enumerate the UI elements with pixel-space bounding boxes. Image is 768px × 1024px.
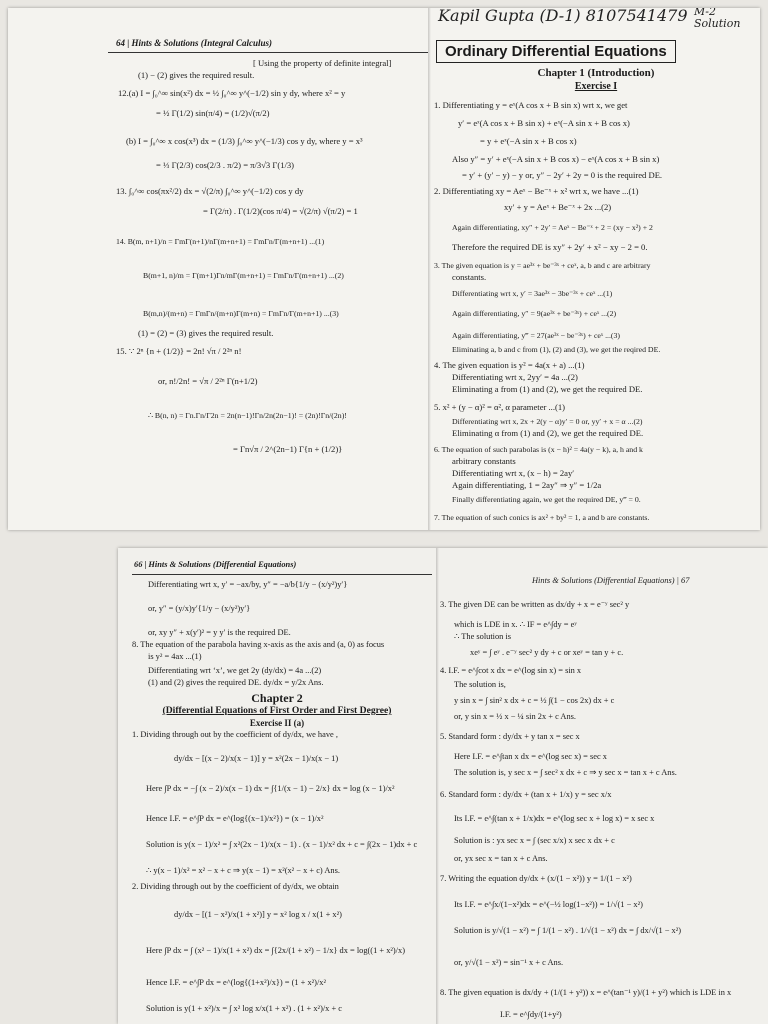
text-line: = ⅓ Γ(2/3) cos(2/3 . π/2) = π/3√3 Γ(1/3) bbox=[156, 160, 295, 170]
text-line: 15. ∵ 2ⁿ {n + (1/2)} = 2n! √π / 2²ⁿ n! bbox=[116, 346, 242, 356]
text-line: Solution is : yx sec x = ∫ (sec x/x) x sec x dx + c bbox=[454, 836, 615, 845]
text-line: = Γn√π / 2^(2n−1) Γ{n + (1/2)} bbox=[233, 444, 343, 454]
text-line: or, yx sec x = tan x + c Ans. bbox=[454, 854, 548, 863]
text-line: = y′ + (y′ − y) − y or, y″ − 2y′ + 2y = 0 is the required DE. bbox=[462, 170, 663, 180]
text-line: Solution is y(x − 1)/x² = ∫ x²(2x − 1)/x(x − 1) . (x − 1)/x² dx + c = ∫(2x − 1)dx + c bbox=[146, 840, 418, 849]
text-line: (1) − (2) gives the required result. bbox=[138, 70, 255, 80]
text-line: (b) I = ∫₀^∞ x cos(x³) dx = (1/3) ∫₀^∞ y^(−1/3) cos y dy, where y = x³ bbox=[126, 136, 363, 146]
text-line: 8. The equation of the parabola having x-axis as the axis and (a, 0) as focus bbox=[132, 640, 385, 649]
top-left-column bbox=[8, 8, 428, 530]
chapter-heading: Chapter 2 bbox=[251, 691, 303, 705]
bottom-scanned-page bbox=[118, 548, 768, 1024]
exercise-heading: Exercise II (a) bbox=[249, 718, 305, 728]
top-right-column bbox=[432, 8, 760, 530]
text-line: 12.(a) I = ∫₀^∞ sin(x²) dx = ½ ∫₀^∞ y^(−1/2) sin y dy, where x² = y bbox=[118, 88, 346, 98]
text-line: Differentiating wrt ‘x’, we get 2y (dy/dx) = 4a ...(2) bbox=[148, 666, 322, 675]
text-line: 14. B(m, n+1)/n = ΓmΓ(n+1)/nΓ(m+n+1) = ΓmΓn/Γ(m+n+1) ...(1) bbox=[116, 237, 325, 246]
text-line: xeʸ = ∫ eʸ . e⁻ʸ sec² y dy + c or xeʸ = tan y + c. bbox=[470, 648, 624, 657]
text-line: Hence I.F. = e^∫P dx = e^(log{(1+x²)/x}) = (1 + x²)/x² bbox=[146, 978, 326, 987]
text-line: 2. Differentiating xy = Aeˣ − Be⁻ˣ + x² wrt x, we have ...(1) bbox=[434, 186, 639, 196]
text-line: Again differentiating, y‴ = 27(ae³ˣ − be⁻³ˣ) + ceˣ ...(3) bbox=[452, 331, 621, 340]
text-line: Differentiating wrt x, y′ = −ax/by, y″ = −a/b{1/y − (x/y²)y′} bbox=[148, 580, 348, 589]
handwritten-note: Solution bbox=[694, 17, 741, 30]
bottom-right-column bbox=[440, 548, 768, 1024]
text-line: ∴ y(x − 1)/x² = x² − x + c ⇒ y(x − 1) = x²(x² − x + c) Ans. bbox=[146, 866, 340, 875]
text-line: Here ∫P dx = ∫ (x² − 1)/x(1 + x²) dx = ∫{2x/(1 + x²) − 1/x} dx = log((1 + x²)/x) bbox=[146, 946, 405, 955]
text-line: 1. Differentiating y = eˣ(A cos x + B sin x) wrt x, we get bbox=[434, 100, 628, 110]
text-line: is y² = 4ax ...(1) bbox=[148, 652, 202, 661]
text-line: or, y/√(1 − x²) = sin⁻¹ x + c Ans. bbox=[454, 958, 564, 967]
exercise-heading: Exercise I bbox=[574, 81, 618, 92]
text-line: Its I.F. = e^∫(tan x + 1/x)dx = e^(log sec x + log x) = x sec x bbox=[454, 814, 655, 823]
text-line: 5. Standard form : dy/dx + y tan x = sec x bbox=[440, 732, 580, 741]
header-rule bbox=[108, 52, 428, 53]
text-line: 6. The equation of such parabolas is (x − h)² = 4a(y − k), a, h and k bbox=[434, 445, 643, 454]
text-line: Again differentiating, y″ = 9(ae³ˣ + be⁻³ˣ) + ceˣ ...(2) bbox=[452, 309, 617, 318]
running-head: 66 | Hints & Solutions (Differential Equations) bbox=[134, 560, 297, 569]
text-line: Its I.F. = e^∫x/(1−x²)dx = e^(−½ log(1−x²)) = 1/√(1 − x²) bbox=[454, 900, 643, 909]
text-line: Hence I.F. = e^∫P dx = e^(log{(x−1)/x²}) = (x − 1)/x² bbox=[146, 814, 324, 823]
top-scanned-page bbox=[8, 8, 760, 530]
text-line: xy′ + y = Aeˣ + Be⁻ˣ + 2x ...(2) bbox=[504, 202, 612, 212]
handwritten-name: Kapil Gupta (D-1) 8107541479 bbox=[438, 8, 688, 25]
text-line: B(m,n)/(m+n) = ΓmΓn/(m+n)Γ(m+n) = ΓmΓn/Γ(m+n+1) ...(3) bbox=[143, 309, 339, 318]
text-line: Here ∫P dx = −∫ (x − 2)/x(x − 1) dx = ∫{1/(x − 1) − 2/x} dx = log (x − 1)/x² bbox=[146, 784, 395, 793]
text-line: 4. I.F. = e^∫cot x dx = e^(log sin x) = sin x bbox=[440, 666, 582, 675]
text-line: = y + eˣ(−A sin x + B cos x) bbox=[480, 136, 577, 146]
text-line: Solution is y/√(1 − x²) = ∫ 1/(1 − x²) . 1/√(1 − x²) dx = ∫ dx/√(1 − x²) bbox=[454, 926, 682, 935]
text-line: 6. Standard form : dy/dx + (tan x + 1/x) y = sec x/x bbox=[440, 790, 612, 799]
text-line: dy/dx − [(x − 2)/x(x − 1)] y = x²(2x − 1)/x(x − 1) bbox=[174, 754, 339, 763]
text-line: Here I.F. = e^∫tan x dx = e^(log sec x) = sec x bbox=[454, 752, 607, 761]
bottom-left-column bbox=[118, 548, 436, 1024]
text-line: Differentiating wrt x, 2yy′ = 4a ...(2) bbox=[452, 372, 578, 382]
text-line: Eliminating α from (1) and (2), we get the required DE. bbox=[452, 428, 644, 438]
text-line: Differentiating wrt x, (x − h) = 2ay′ bbox=[452, 468, 575, 478]
text-line: constants. bbox=[452, 272, 487, 282]
text-line: 1. Dividing through out by the coefficient of dy/dx, we have , bbox=[132, 730, 338, 739]
text-line: or, y sin x = ½ x − ¼ sin 2x + c Ans. bbox=[454, 712, 577, 721]
text-line: Differentiating wrt x, 2x + 2(y − α)y′ = 0 or, yy′ + x = α ...(2) bbox=[452, 417, 643, 426]
page-fold-shadow bbox=[436, 548, 439, 1024]
text-line: Therefore the required DE is xy″ + 2y′ + x² − xy − 2 = 0. bbox=[452, 242, 648, 252]
text-line: = ½ Γ(1/2) sin(π/4) = (1/2)√(π/2) bbox=[156, 108, 270, 118]
text-line: 4. The given equation is y² = 4a(x + a) ...(1) bbox=[434, 360, 585, 370]
running-head: 64 | Hints & Solutions (Integral Calculus) bbox=[116, 38, 273, 48]
text-line: (1) and (2) gives the required DE. dy/dx = y/2x Ans. bbox=[148, 678, 324, 687]
text-line: I.F. = e^∫dy/(1+y²) bbox=[500, 1010, 562, 1019]
chapter-title-box: Ordinary Differential Equations bbox=[436, 40, 676, 63]
text-line: 7. Writing the equation dy/dx + (x/(1 − x²)) y = 1/(1 − x²) bbox=[440, 874, 632, 883]
text-line: ∴ The solution is bbox=[454, 632, 512, 641]
text-line: y′ = eˣ(A cos x + B sin x) + eˣ(−A sin x + B cos x) bbox=[458, 118, 630, 128]
text-line: arbitrary constants bbox=[452, 456, 516, 466]
text-line: or, y″ = (y/x)y′{1/y − (x/y²)y′} bbox=[148, 604, 251, 613]
text-line: ∴ B(n, n) = Γn.Γn/Γ2n = 2n(n−1)!Γn/2n(2n−1)! = (2n)!Γn/(2n)! bbox=[148, 411, 347, 420]
text-line: Solution is y(1 + x²)/x = ∫ x² log x/x(1 + x²) . (1 + x²)/x + c bbox=[146, 1004, 342, 1013]
text-line: or, xy y″ + x(y′)² = y y′ is the required DE. bbox=[148, 628, 291, 637]
handwritten-note: M-2 bbox=[694, 8, 716, 18]
text-line: The solution is, y sec x = ∫ sec² x dx + c ⇒ y sec x = tan x + c Ans. bbox=[454, 768, 677, 777]
text-line: 13. ∫₀^∞ cos(πx²/2) dx = √(2/π) ∫₀^∞ y^(−1/2) cos y dy bbox=[116, 186, 304, 196]
text-line: Again differentiating, 1 = 2ay″ ⇒ y″ = 1/2a bbox=[452, 480, 602, 490]
text-line: or, n!/2n! = √π / 2²ⁿ Γ(n+1/2) bbox=[158, 376, 258, 386]
text-line: Also y″ = y′ + eˣ(−A sin x + B cos x) − eˣ(A cos x + B sin x) bbox=[452, 154, 660, 164]
chapter-subheading: (Differential Equations of First Order and First Degree) bbox=[162, 705, 392, 716]
text-line: Again differentiating, xy″ + 2y′ = Aeˣ − Be⁻ˣ + 2 = (xy − x²) + 2 bbox=[452, 223, 653, 232]
text-line: The solution is, bbox=[454, 680, 506, 689]
text-line: Eliminating a, b and c from (1), (2) and (3), we get the reqired DE. bbox=[452, 345, 661, 354]
page-fold-shadow bbox=[428, 8, 431, 530]
text-line: 3. The given DE can be written as dx/dy + x = e⁻ʸ sec² y bbox=[440, 600, 630, 609]
text-line: = Γ(2/π) . Γ(1/2)(cos π/4) = √(2/π) √(π/2) = 1 bbox=[203, 206, 358, 216]
text-line: dy/dx − [(1 − x²)/x(1 + x²)] y = x² log x / x(1 + x²) bbox=[174, 910, 342, 919]
running-head: Hints & Solutions (Differential Equations) | 67 bbox=[532, 576, 690, 585]
text-line: Eliminating a from (1) and (2), we get the required DE. bbox=[452, 384, 643, 394]
text-line: B(m+1, n)/m = Γ(m+1)Γn/mΓ(m+n+1) = ΓmΓn/Γ(m+n+1) ...(2) bbox=[143, 271, 344, 280]
text-line: (1) = (2) = (3) gives the required result. bbox=[138, 328, 274, 338]
text-line: [ Using the property of definite integral] bbox=[253, 58, 392, 68]
text-line: 2. Dividing through out by the coefficient of dy/dx, we obtain bbox=[132, 882, 339, 891]
text-line: 3. The given equation is y = ae³ˣ + be⁻³ˣ + ceˣ, a, b and c are arbitrary bbox=[434, 261, 651, 270]
text-line: 5. x² + (y − α)² = α², α parameter ...(1) bbox=[434, 402, 565, 412]
text-line: Finally differentiating again, we get the required DE, y‴ = 0. bbox=[452, 495, 641, 504]
chapter-heading: Chapter 1 (Introduction) bbox=[537, 67, 655, 79]
text-line: which is LDE in x. ∴ IF = e^∫dy = eʸ bbox=[454, 620, 577, 629]
header-rule bbox=[132, 574, 432, 575]
text-line: 8. The given equation is dx/dy + (1/(1 + y²)) x = e^(tan⁻¹ y)/(1 + y²) which is LDE in x bbox=[440, 988, 732, 997]
text-line: 7. The equation of such conics is ax² + by² = 1, a and b are constants. bbox=[434, 513, 650, 522]
text-line: Differentiating wrt x, y′ = 3ae³ˣ − 3be⁻³ˣ + ceˣ ...(1) bbox=[452, 289, 613, 298]
text-line: y sin x = ∫ sin² x dx + c = ½ ∫(1 − cos 2x) dx + c bbox=[454, 696, 615, 705]
